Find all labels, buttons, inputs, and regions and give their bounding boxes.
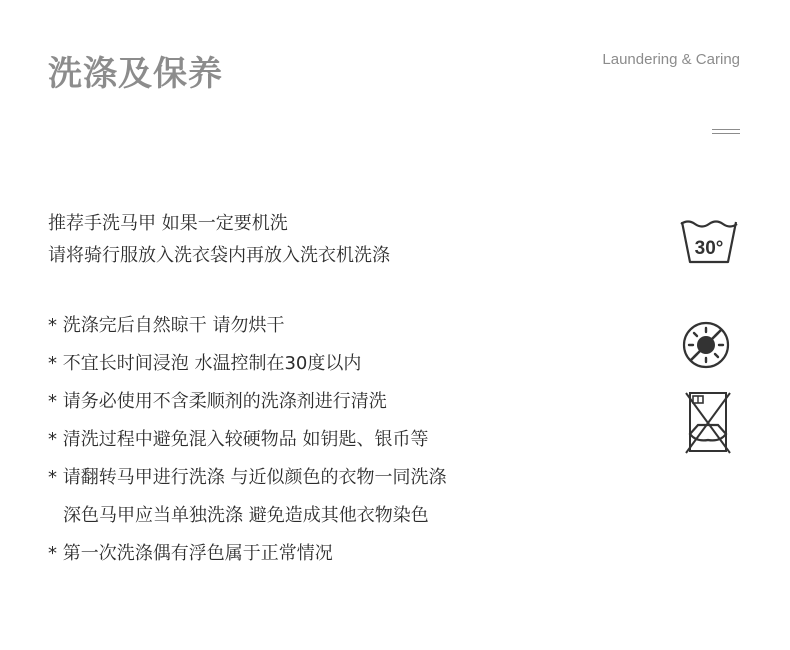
divider-line-top [712,129,740,130]
no-sun-dry-icon [681,320,731,370]
no-dry-clean-icon [684,390,732,456]
note-item: * 请务必使用不含柔顺剂的洗涤剂进行清洗 [48,391,387,412]
intro-line: 推荐手洗马甲 如果一定要机洗 [48,213,288,234]
note-item: * 清洗过程中避免混入较硬物品 如钥匙、银币等 [48,429,429,450]
divider-line-bottom [712,133,740,134]
note-item: 深色马甲应当单独洗涤 避免造成其他衣物染色 [63,505,429,526]
wash-30-icon [678,218,740,268]
note-item: * 不宜长时间浸泡 水温控制在30度以内 [48,353,362,374]
note-item: * 洗涤完后自然晾干 请勿烘干 [48,315,285,336]
note-item: * 请翻转马甲进行洗涤 与近似颜色的衣物一同洗涤 [48,467,447,488]
intro-text [48,208,390,272]
care-notes [48,307,446,573]
wash-temp-label: 30° [694,238,724,259]
page-title: 洗涤及保养 [48,54,223,94]
page-subtitle: Laundering & Caring [602,51,740,68]
intro-line: 请将骑行服放入洗衣袋内再放入洗衣机洗涤 [48,245,390,266]
note-item: * 第一次洗涤偶有浮色属于正常情况 [48,543,333,564]
